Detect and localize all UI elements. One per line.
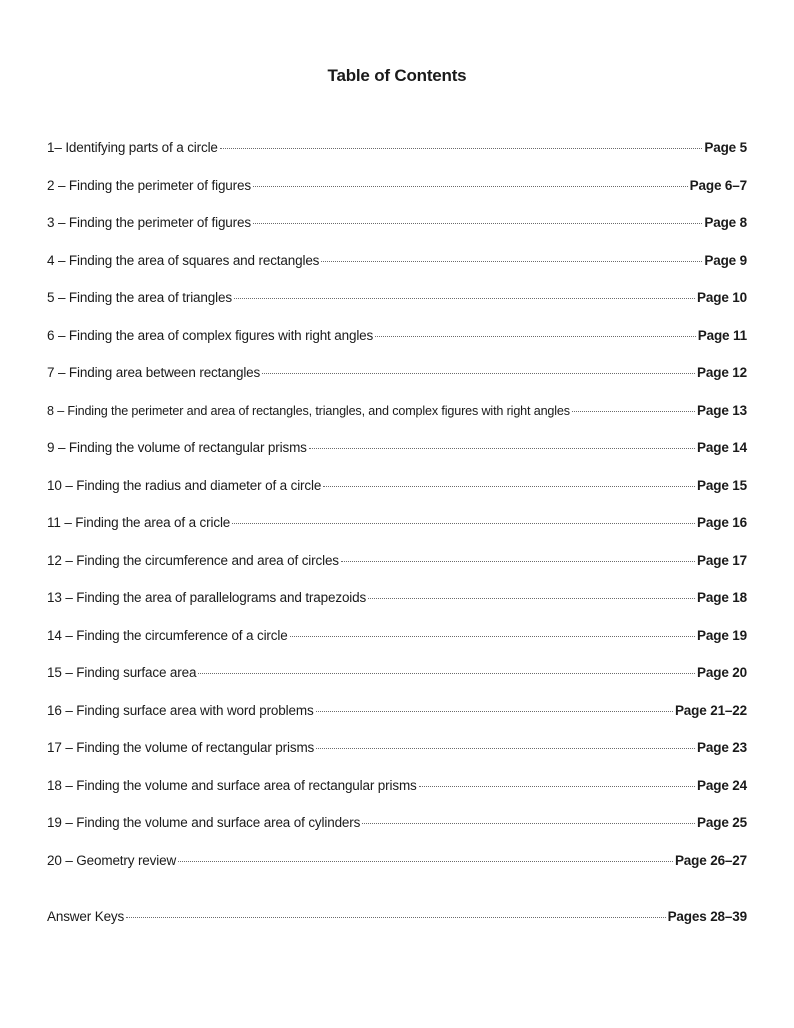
toc-entry-label: 4 – Finding the area of squares and rectangles [47,252,320,268]
dot-leader [178,861,673,862]
toc-entry [47,253,747,291]
dot-leader [368,598,695,599]
table-of-contents [47,140,747,947]
dot-leader [290,636,695,637]
dot-leader [321,261,702,262]
toc-entry [47,178,747,216]
dot-leader [262,373,695,374]
toc-entry-label: 8 – Finding the perimeter and area of rectangles, triangles, and complex figures with right angles [47,403,570,418]
toc-entry-page: Page 8 [704,215,747,230]
toc-entry [47,703,747,741]
dot-leader [198,673,695,674]
toc-entry-page: Page 16 [697,515,747,530]
page-title: Table of Contents [327,66,467,85]
toc-entry [47,590,747,628]
toc-entry-page: Page 9 [704,252,747,268]
toc-entry-label: 18 – Finding the volume and surface area of rectangular prisms [47,777,417,793]
dot-leader [253,223,702,224]
toc-entry [47,515,747,553]
toc-entry [47,665,747,703]
toc-entry [47,778,747,816]
toc-entry-page: Page 6–7 [689,177,747,193]
answer-keys-label: Answer Keys [47,909,125,924]
toc-entry-page: Page 17 [697,552,747,568]
toc-entry-label: 14 – Finding the circumference of a circle [47,627,288,643]
toc-entry [47,815,747,853]
toc-entry [47,440,747,478]
toc-entry-label: 6 – Finding the area of complex figures with right angles [47,327,374,343]
toc-entry-label: 11 – Finding the area of a cricle [47,515,231,530]
toc-entry [47,290,747,328]
dot-leader [316,748,695,749]
dot-leader [323,486,695,487]
toc-entry [47,140,747,178]
dot-leader [316,711,673,712]
dot-leader [341,561,695,562]
toc-entry-page: Page 24 [697,777,747,793]
toc-entry-page: Page 11 [697,327,747,343]
toc-entry [47,365,747,403]
toc-entry-page: Page 26–27 [674,852,747,868]
dot-leader [309,448,695,449]
toc-entry-page: Page 19 [697,627,747,643]
toc-entry [47,478,747,516]
toc-entry-page: Page 18 [697,590,747,605]
toc-entry-page: Page 21–22 [674,702,747,718]
toc-entry-page: Page 15 [697,477,747,493]
toc-entry-page: Page 23 [697,740,747,755]
toc-entry-page: Page 12 [697,365,747,380]
toc-entry-label: 5 – Finding the area of triangles [47,290,232,305]
toc-entry-label: 2 – Finding the perimeter of figures [47,177,251,193]
toc-entry [47,403,747,441]
toc-entry-label: 19 – Finding the volume and surface area of cylinders [47,815,361,830]
toc-entry [47,628,747,666]
toc-entry-page: Page 14 [697,440,747,455]
toc-entry [47,215,747,253]
toc-entry-page: Page 20 [697,665,747,680]
toc-entry [47,328,747,366]
toc-entry-label: 7 – Finding area between rectangles [47,365,261,380]
toc-entry-page: Page 5 [704,140,747,155]
toc-entry-page: Page 13 [697,402,747,418]
toc-entry-label: 9 – Finding the volume of rectangular prisms [47,440,307,455]
toc-entry-label: 1– Identifying parts of a circle [47,140,218,155]
toc-entry-label: 10 – Finding the radius and diameter of a circle [47,477,322,493]
dot-leader [220,148,703,149]
dot-leader [126,917,665,918]
toc-entry-label: 12 – Finding the circumference and area of circles [47,552,339,568]
toc-entry-label: 20 – Geometry review [47,852,177,868]
dot-leader [572,411,695,412]
toc-entry-label: 16 – Finding surface area with word problems [47,702,314,718]
dot-leader [234,298,695,299]
toc-entry-answer-keys [47,909,747,947]
toc-entry [47,853,747,891]
toc-entry-page: Page 10 [697,290,747,305]
dot-leader [362,823,695,824]
dot-leader [253,186,688,187]
toc-entry-label: 13 – Finding the area of parallelograms and trapezoids [47,590,367,605]
dot-leader [419,786,695,787]
toc-entry [47,553,747,591]
toc-entry [47,740,747,778]
toc-entry-label: 3 – Finding the perimeter of figures [47,215,251,230]
dot-leader [375,336,696,337]
toc-entry-label: 15 – Finding surface area [47,665,197,680]
dot-leader [232,523,695,524]
answer-keys-page: Pages 28–39 [667,909,747,924]
toc-entry-page: Page 25 [697,815,747,830]
toc-entry-label: 17 – Finding the volume of rectangular prisms [47,740,315,755]
